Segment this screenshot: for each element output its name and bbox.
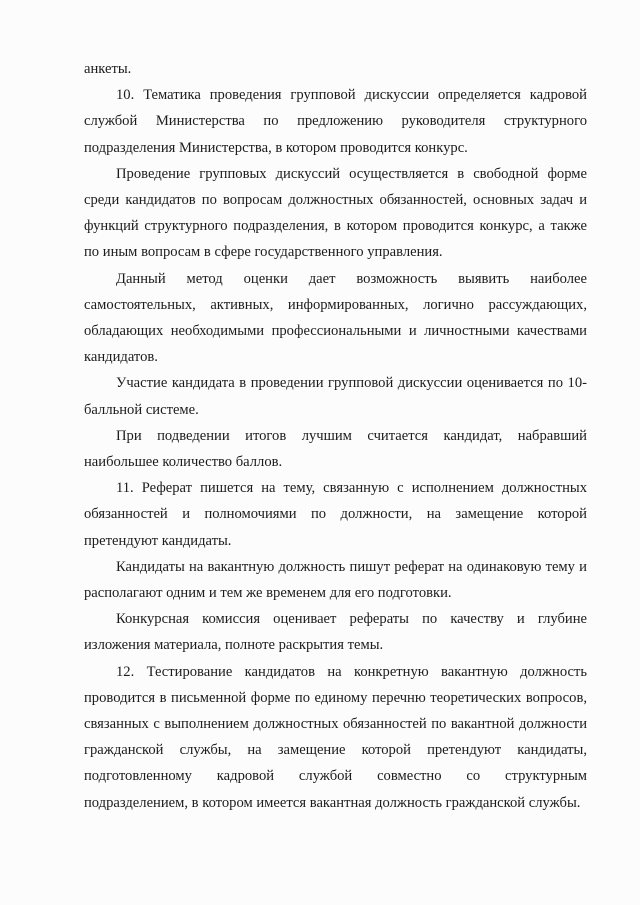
paragraph-method-description: Данный метод оценки дает возможность выявить наиболее самостоятельных, активных, информированных, логично рассуждающих, обладающих необходимыми профессиональными и личностными качествами кандидатов. (84, 270, 587, 366)
paragraph-essay-conditions: Кандидаты на вакантную должность пишут реферат на одинаковую тему и располагают одним и тем же временем для его подготовки. (84, 558, 587, 602)
paragraph-essay-evaluation: Конкурсная комиссия оценивает рефераты по качеству и глубине изложения материала, полноте раскрытия темы. (84, 611, 587, 654)
paragraph-group-discussion-form: Проведение групповых дискуссий осуществляется в свободной форме среди кандидатов по вопросам должностных обязанностей, основных задач и функций структурного подразделения, в котором проводится конкурс, а также по иным вопросам в сфере государственного управления. (84, 165, 587, 261)
paragraph-scoring: Участие кандидата в проведении групповой дискуссии оценивается по 10-балльной системе. (84, 375, 587, 418)
paragraph-continuation: анкеты. (84, 61, 132, 77)
paragraph-item-12: 12. Тестирование кандидатов на конкретную вакантную должность проводится в письменной форме по единому перечню теоретических вопросов, связанных с выполнением должностных обязанностей по вакантной должности гражданской службы, на замещение которой претендуют кандидаты, подготовленному кадровой службой совместно со структурным подразделением, в котором имеется вакантная должность гражданской службы. (84, 663, 587, 811)
paragraph-item-11: 11. Реферат пишется на тему, связанную с исполнением должностных обязанностей и полномочиями по должности, на замещение которой претендуют кандидаты. (84, 480, 587, 549)
document-page (84, 56, 587, 816)
paragraph-item-10: 10. Тематика проведения групповой дискуссии определяется кадровой службой Министерства по предложению руководителя структурного подразделения Министерства, в котором проводится конкурс. (84, 87, 587, 156)
paragraph-results: При подведении итогов лучшим считается кандидат, набравший наибольшее количество баллов. (84, 427, 587, 471)
